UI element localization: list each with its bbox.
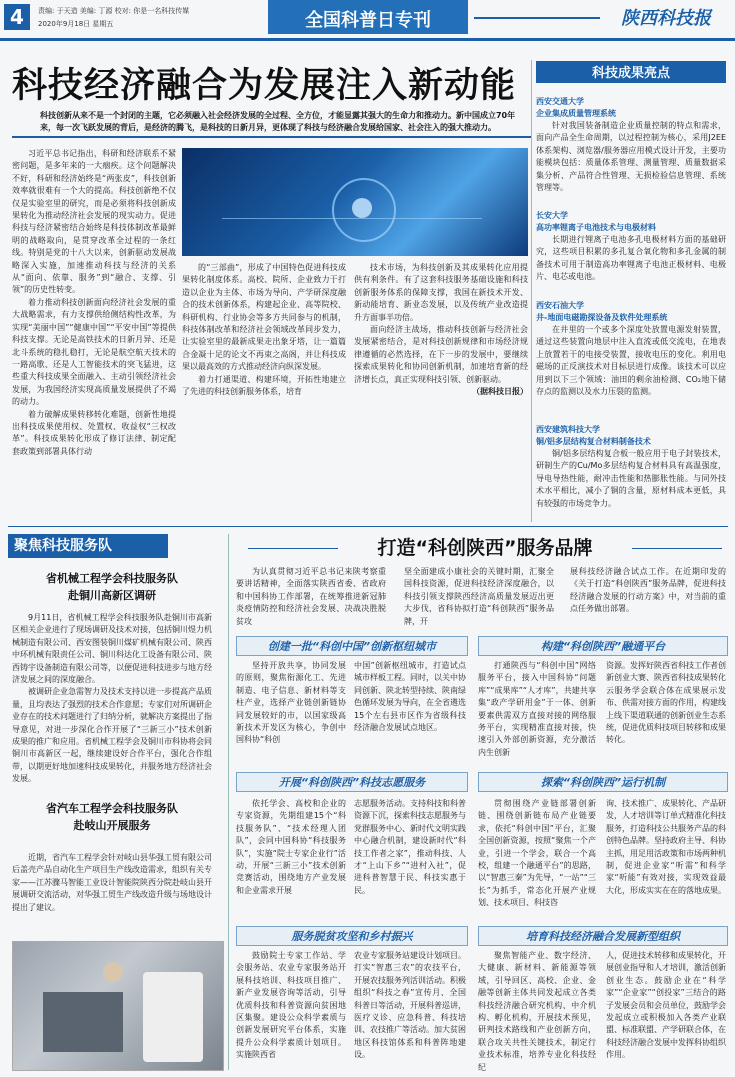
achievement-text: 在井里的一个或多个深度处放置电源发射装置，通过这些装置向地层中注入直流或低交流电，在地表上放置若干的电接受装置，接收电压的变化。利用电磁场的正反演技术对目标层进行成像。该技术可以应用到以下三个领域：油田的剩余油检测、CO₂地下储存点的监测以及水力压裂的监测。 — [536, 325, 726, 397]
story1-headline-line2: 赴铜川高新区调研 — [68, 589, 156, 602]
main-col2-para: 着力打通渠道、构建环境，开拓性地建立了先进的科技创新服务体系，培育 — [182, 374, 346, 397]
section-col: 人，促进技术转移和成果转化，开展创业指导和人才培训，激活创新创业生态。鼓励企业在“科学家”“企业家”“创投家”三结合的路子发展会员和会员单位，鼓励学会发起成立或积极加入各类产业联盟、标准联盟、产学研联合体，在科技经济融合发展中发挥科协组织作用。 — [606, 951, 726, 1060]
section-col: 依托学会、高校和企业的专家资源，先期组建15个“科技服务队”、“技术经理人团队”，会同中国科协“科技服务队”，实施“院士专家企业行”活动，开展“三新三小”技术创新竞赛活动，围绕地方产业发展和企业需求开展 — [236, 799, 346, 895]
center-intro-col: 展科技经济融合试点工作。在近期印发的《关于打造“科创陕西”服务品牌，促进科技经济融合发展的行动方案》中，对当前的重点任务做出部署。 — [570, 567, 726, 614]
hero-tech-image — [182, 148, 528, 256]
main-col3-para: 面向经济主战场，推动科技创新与经济社会发展紧密结合，是对科技创新规律和市场经济规律遵循的必然选择，在下一步的发展中，要继续探索成果转化和协同创新机制，加速培育新的经济增长点，真正实现科技引领、创新驱动。 — [354, 325, 528, 384]
column-rule — [228, 534, 229, 1070]
right-section-title: 科技成果亮点 — [591, 66, 670, 81]
section-title: 构建“科创陕西”融通平台 — [540, 640, 666, 653]
main-col3-para: 技术市场，为科技创新及其成果转化应用提供有利条件。有了这套科技服务基础设施和科技创新服务体系的保障支撑，我国在新技术开发、新动能培育、新业态发展，以及传统产业改造提升方面事半功倍。 — [354, 263, 528, 322]
story1-para: 被调研企业急需智力及技术支持以进一步提高产品质量，且均表达了强烈的技术合作意愿；专家们对所调研企业存在的技术问题进行了归纳分析，就解决方案提出了指导意见，对进一步深化合作开展了“三新三小”技术创新成果的推广和应用。省机械工程学会及铜川市科协将会同铜川市高新区一起，继续建设好合作平台，强化合作组带，以期更好地加速科技成果转化，并服务地方经济社会发展。 — [12, 687, 212, 784]
story2-body — [12, 852, 212, 914]
main-col1-para: 着力破解成果转移转化难题，创新性地提出科技成果使用权、处置权、收益权“三权改革”。科技成果转化形成了修订法律、制定配套政策到部署具体行动 — [12, 409, 176, 456]
section-col: 贯彻围绕产业链部署创新链、围绕创新链布局产业链要求，依托“科创中国”平台，汇聚全国创新资源，按照“聚焦一个产业，引进一个学会，联合一个高校，组建一个融通平台”的思路，以“智惠三秦”为先导，“一站”“三长”为抓手，常态化开展产业规划、技术项目、科技咨 — [478, 799, 596, 908]
main-col1-para: 着力推动科技创新面向经济社会发展的重大战略需求，有力支撑供给侧结构性改革，为实现“美丽中国”“健康中国”“平安中国”等提供科技支撑。无论是高铁技术的日新月异、还是北斗系统的稳扎稳打，无论是航空航天技术的一路高歌、还是人工智能技术的突飞猛进，这些重大科技成果全面融入、主动引领经济社会发展，为我国经济实现高质量发展提供了不竭的动力。 — [12, 297, 176, 407]
section-col: 坚持开放共享，协同发展的原则，聚焦衔源化工、先进制造、电子信息、新材料等支柱产业，选择产业链创新链协同发展较好的市，以国家级高新技术开发区为核心，争创中国科协“科创 — [236, 661, 346, 745]
half-divider — [8, 526, 728, 527]
story2-headline-line1: 省汽车工程学会科技服务队 — [46, 802, 178, 815]
achievement-subject: 企业集成质量管理系统 — [536, 109, 616, 118]
achievement-subject: 高功率锂离子电池技术与电极材料 — [536, 223, 656, 232]
main-column-3 — [354, 262, 528, 398]
achievement-subject: 井-地面电磁勘探设备及软件处理系统 — [536, 313, 668, 322]
newspaper-brand: 陕西科技报 — [621, 8, 711, 29]
section-title: 培育科技经济融合发展新型组织 — [526, 930, 680, 943]
main-lead: 科技创新从来不是一个封闭的主题，它必须融入社会经济发展的全过程、全方位，才能显露其强大的生命力和推动力。新中国成立70年来，每一次飞跃发展的背后，是经济的腾飞，是科技的日新月异，更体现了科技与经济融合发展给国家、社会注入的强大推动力。 — [40, 111, 516, 132]
story1-body — [12, 612, 212, 786]
section-col: 询、技术推广、成果转化、产品研发，人才培训等订单式精准化科技服务，打造科技公共服务产品的科创特色品牌。坚持政府主导、科协主抓，用足用活政策和市场两种机制，促进企业家“听需”和科学家“听能”有效对接，实现效益最大化，形成实实在在的落地成果。 — [606, 799, 726, 895]
achievement-org: 长安大学 — [536, 211, 568, 220]
section-col: 志愿服务活动。支持科技和科普资源下沉，探索科技志愿服务与党群服务中心、新时代文明实践中心融合机制，建设新时代“科技工作者之家”，推动科技、人才“上山下乡”“进村入社”，促进科普智慧于民、科技实惠于民。 — [354, 799, 466, 895]
main-column-2 — [182, 262, 346, 398]
story1-para: 9月11日，省机械工程学会科技服务队赴铜川市高新区相关企业进行了现场调研及技术对接，包括铜川煜力机械制造有限公司、西安图装铜川煤矿机械有限公司、陕西中环机械有限责任公司、铜川科达化工设备有限公司、陕西铸宇设备制造有限公司等，以便促进科技进步与地方经济发展之间的深度融合。 — [12, 613, 212, 685]
main-col1-para: 习近平总书记指出，科研和经济联系不紧密问题，是多年来的一大痼疾。这个问题解决不好，科研和经济始终是“两张皮”，科技创新效率就很难有一个大的提高。科技创新绝不仅仅是实验室里的研究，而是必须将科技创新成果转化为推动经济社会发展的现实动力。促进科技与经济紧密结合始终是科技体制改革最鲜明的战略取向，是贯穿改革全过程的一条红线。特别是党的十八大以来，创新驱动发展战略深入实施，加速推动科技与经济的关系从“面向、依靠、服务”到“融合、支撑、引领”的历史性转变。 — [12, 149, 176, 295]
main-column-1 — [12, 148, 176, 458]
lead-divider — [12, 136, 532, 138]
section-title: 开展“科创陕西”科技志愿服务 — [278, 776, 426, 789]
header-rule — [474, 17, 600, 19]
main-headline: 科技经济融合为发展注入新动能 — [12, 66, 517, 106]
page-number: 4 — [4, 4, 30, 30]
section-title: 探索“科创陕西”运行机制 — [540, 776, 666, 789]
section-title: 创建一批“科创中国”创新枢纽城市 — [267, 640, 437, 653]
story2-photo — [12, 941, 224, 1071]
section-col: 聚焦智能产业、数字经济、大健康、新材料、新能源等领域，引导回区、高校、企业、金融等创新主体共同发起成立各类科技经济融合研究机构、中介机构、孵化机构，开展技术预见，研判技术路线和产业创新方向，联合攻关共性关键技术，制定行业技术标准，培养专业化科技经纪 — [478, 951, 596, 1072]
center-headline: 打造“科创陕西”服务品牌 — [377, 537, 593, 559]
section-title: 服务脱贫攻坚和乡村振兴 — [291, 930, 413, 943]
story2-para: 近期，省汽车工程学会针对岐山县华强工贸有限公司后盖壳产品自动化生产项目生产线改造需求，组织有关专家——江苏骤马智能工业设计智能院陕西分院赴岐山县开展调研交流活动，对华强工贸生产线改造升级与场地设计提出了建议。 — [12, 853, 212, 912]
achievement-text: 针对我国装备制造企业质量控制的特点和需求，面向产品全生命周期，以过程控制为核心，采用J2EE体系架构、浏览器/服务器应用模式设计开发，主要功能模块包括：质量体系管理、测量管理、质量数据采集分析、产品符合性管理、无损检验信息管理、系统管理等。 — [536, 121, 726, 193]
main-col2-para: 的“三部曲”，形成了中国特色促进科技成果转化制度体系。高校、院所、企业致力于打造以企业为主体、市场为导向、产学研深度融合的技术创新体系，构建起企业、高等院校、科研机构、行业协会等多方共同参与的机制，科技体制改革和经济社会领域改革同步发力，让实验室里的最新成果走出象牙塔，让一篇篇合金凝十足的论文不再束之高阁，并让科技成果以最高效的方式推动经济向纵深发展。 — [182, 263, 346, 372]
header-meta-editors: 责编: 于天造 美编: 丁源 校对: 你是一名科技传媒 — [38, 7, 190, 15]
column-rule — [531, 60, 532, 522]
achievement-org: 西安交通大学 — [536, 97, 584, 106]
main-source: （据科技日报） — [472, 387, 528, 397]
lower-left-section-title: 聚焦科技服务队 — [14, 538, 112, 554]
story2-headline — [12, 800, 212, 834]
story1-headline — [12, 570, 212, 604]
center-intro-col: 坚全面建成小康社会的关键时期，汇聚全国科技资源，促进科技经济深度融合，以科技引领支撑陕西经济高质量发展迈出更大步伐，省科协拟打造“科创陕西”服务品牌，开 — [404, 567, 554, 626]
center-intro-col: 为认真贯彻习近平总书记来陕考察重要讲话精神，全面落实陕西省委、省政府和中国科协工作部署，在统筹推进新冠肺炎疫情防控和经济社会发展、决战决胜脱贫攻 — [236, 567, 386, 626]
story2-headline-line2: 赴岐山开展服务 — [73, 819, 151, 832]
achievement-text: 铜/铝多层结构复合板一般应用于电子封装技术，研制生产的Cu/Mo多层结构复合材料具有高温强度，导电导热性能，耐冲击性能和热膨胀性能。与同外技术水平相比，减小了铜的含量，原材料成本更低，具有较强的市场竞争力。 — [536, 449, 726, 508]
story1-headline-line1: 省机械工程学会科技服务队 — [46, 572, 178, 585]
section-col: 鼓励院士专家工作站、学会服务站、农业专家服务站开展科技培训、科技项目推广、新产业发展咨询等活动，引导优质科技和科普资源向贫困地区集聚。建设公众科学素质与创新发展研究平台体系，实施提升公众科学素质计划项目。实施陕西省 — [236, 951, 346, 1060]
section-col: 资源。发挥好陕西省科技工作者创新创业大赛、陕西省科技成果转化云服务学会联合体在成果展示发布、供需对接方面的作用，构建线上线下渠道联通的创新创业生态系统，促进优质科技项目转移和成果转化。 — [606, 661, 726, 745]
section-col: 农业专家服务站建设计划项目。打实“智惠三农”的农技平台，开展农技服务列活训活动。积极组织“科技之春”宣传月、全国科普日等活动，开展科普巡讲，医疗义诊、应急科普、科技培训、农技推广等活动。加大贫困地区科技馆体系和科普阵地建设。 — [354, 951, 466, 1060]
section-col: 中国”创新枢纽城市，打造试点城市样板工程。同时，以关中协同创新、陕北转型持续、陕南绿色循环发展为导向，在全省遴选15个左右县市区作为省级科技经济融合发展试点地区。 — [354, 661, 466, 733]
header-meta-date: 2020年9月18日 星期五 — [38, 20, 114, 28]
achievement-org: 西安石油大学 — [536, 301, 584, 310]
section-col: 打通陕西与“科创中国”网络服务平台，接入中国科协“问题库”“成果库”“人才库”，共建共享集“政产学研用金”于一体、创新要素供需双方直接对接的网络服务平台，实现精准直接对接，快速引入外部创新资源，充分激活内生创新 — [478, 661, 596, 757]
achievement-org: 西安建筑科技大学 — [536, 425, 600, 434]
achievement-text: 长期进行锂离子电池多孔电极材料方面的基础研究，这些项目积累的多孔复合氧化物和多孔金属的制备技术可用于制造高功率锂离子电池正极材料、电极片、电芯或电池。 — [536, 235, 726, 282]
header-section-title: 全国科普日专刊 — [305, 10, 431, 31]
achievement-subject: 铜/铝多层结构复合材料制备技术 — [536, 437, 651, 446]
